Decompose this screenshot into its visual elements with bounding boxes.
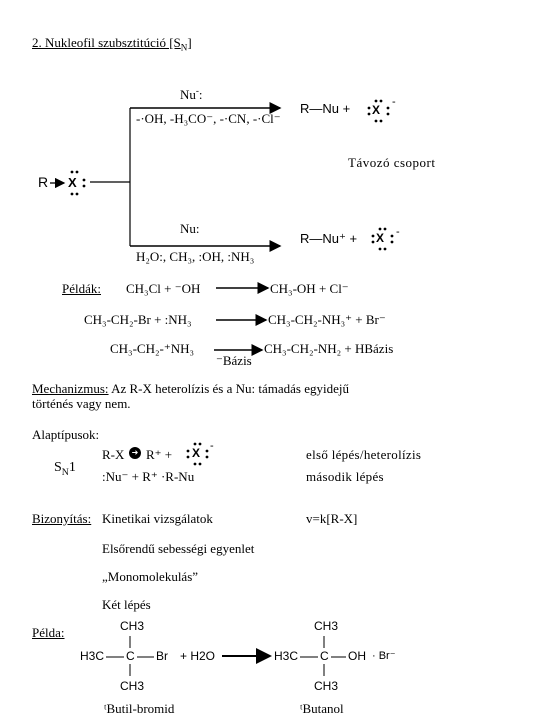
tbutyl-c: C: [126, 649, 135, 663]
sn1-step2-left: :Nu⁻ + R⁺ ·R-Nu: [102, 469, 195, 484]
reactant-r: R: [38, 174, 49, 190]
examples-label: Példák:: [62, 281, 101, 296]
tbutyl-h3c: H3C: [80, 649, 105, 663]
tbutyl-ch3-bottom: CH3: [120, 679, 145, 693]
proof-first-order: Elsőrendű sebességi egyenlet: [102, 541, 255, 556]
top-reagent: Nu-:: [180, 85, 203, 102]
bottom-nucleophile-examples: H₂O:, CH₃, :OH, :NH₃: [136, 249, 255, 264]
example1-left: CH₃Cl + ⁻OH: [126, 281, 201, 296]
sn1-step1-mid: R⁺ +: [146, 447, 173, 462]
leaving-group-label: Távozó csoport: [348, 155, 436, 170]
proof-kinetic: Kinetikai vizsgálatok: [102, 511, 213, 526]
example2-left: CH₃-CH₂-Br + :NH₃: [84, 312, 192, 327]
tbutanol-h3c: H3C: [274, 649, 299, 663]
top-product-r-nu: R—Nu +: [300, 101, 351, 116]
page-title: 2. Nukleofil szubsztitúció $[S_N]$: [32, 35, 192, 53]
tbutanol-br: · Br⁻: [372, 650, 396, 662]
sn1-label: $S_N1$: [54, 460, 76, 478]
sn1-step2-desc: második lépés: [306, 469, 384, 484]
proof-two-steps: Két lépés: [102, 597, 151, 612]
reactant-x: X: [68, 175, 77, 190]
tbutanol-ch3-bottom: CH3: [314, 679, 339, 693]
proof-monomolecular: „Monomolekulás”: [102, 569, 199, 584]
tbutanol-oh: OH: [348, 649, 366, 663]
example1-right: CH₃-OH + Cl⁻: [270, 281, 349, 296]
basic-types-label: Alaptípusok:: [32, 427, 100, 442]
example3-below: ⁻Bázis: [216, 353, 252, 368]
plus-water: + H2O: [180, 649, 216, 663]
tbutanol-c: C: [320, 649, 329, 663]
top-product-x: X: [372, 103, 381, 117]
sn1-step1-charge: -: [210, 440, 214, 452]
sn1-step1-arrow-icon: ➜: [129, 447, 141, 459]
proof-label: Bizonyítás:: [32, 511, 92, 526]
tbutanol-name: ᵗButanol: [300, 701, 344, 716]
example-bottom-label: Példa:: [32, 625, 65, 640]
proof-rate-law: v=k[R-X]: [306, 511, 358, 526]
bottom-product-r-nu: R—Nu⁺ +: [300, 231, 358, 246]
sn1-step1-x: X: [192, 446, 201, 460]
bottom-product-x: X: [376, 231, 385, 245]
tbutyl-ch3-top: CH3: [120, 619, 145, 633]
bottom-reagent: Nu:: [180, 221, 200, 236]
tbutanol-ch3-top: CH3: [314, 619, 339, 633]
example3-right: CH₃-CH₂-NH₂ + HBázis: [264, 341, 394, 356]
top-nucleophile-examples: -·OH, -H₃CO⁻, -·CN, -·Cl⁻: [136, 111, 281, 126]
example2-right: CH₃-CH₂-NH₃⁺ + Br⁻: [268, 312, 386, 327]
top-product-charge: -: [392, 96, 396, 108]
example3-left: CH₃-CH₂-⁺NH₃: [110, 341, 195, 356]
tbutyl-br: Br: [156, 649, 168, 663]
bottom-product-charge: -: [396, 226, 400, 238]
mechanism-text-line2: történés vagy nem.: [32, 396, 131, 411]
tbutyl-bromide-name: ᵗButil-bromid: [104, 701, 175, 716]
sn1-step1-left: R-X: [102, 447, 125, 462]
mechanism-text: Mechanizmus: Az R-X heterolízis és a Nu: támadás egyidejű: [32, 381, 349, 396]
sn1-step1-desc: első lépés/heterolízis: [306, 447, 422, 462]
